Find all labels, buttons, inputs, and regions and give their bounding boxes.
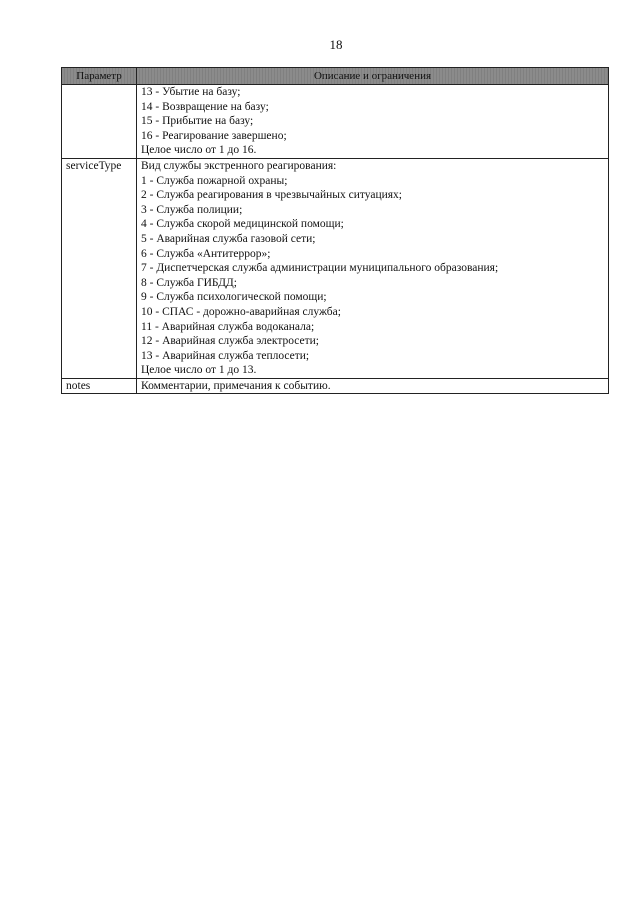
description-line: 2 - Служба реагирования в чрезвычайных ситуациях; <box>141 189 402 202</box>
description-line: 13 - Аварийная служба теплосети; <box>141 349 310 362</box>
description-line: 16 - Реагирование завершено; <box>141 129 287 142</box>
table-row <box>62 158 609 378</box>
description-line: 15 - Прибытие на базу; <box>141 115 254 128</box>
description-line: 8 - Служба ГИБДД; <box>141 276 237 289</box>
description-line: 13 - Убытие на базу; <box>141 86 241 98</box>
description-line: 7 - Диспетчерская служба администрации муниципального образования; <box>141 262 499 275</box>
description-line: Целое число от 1 до 16. <box>141 144 257 157</box>
description-cell <box>137 158 609 378</box>
description-line: 11 - Аварийная служба водоканала; <box>141 320 315 333</box>
description-line: 4 - Служба скорой медицинской помощи; <box>141 218 344 231</box>
param-cell <box>62 85 137 159</box>
description-line: 5 - Аварийная служба газовой сети; <box>141 232 316 245</box>
page-number: 18 <box>329 37 343 52</box>
description-cell <box>137 378 609 394</box>
description-line: 1 - Служба пожарной охраны; <box>141 174 288 187</box>
description-line: Комментарии, примечания к событию. <box>141 379 331 392</box>
description-line: Вид службы экстренного реагирования: <box>141 159 337 172</box>
header-description: Описание и ограничения <box>137 68 609 85</box>
description-line: Целое число от 1 до 13. <box>141 364 257 377</box>
param-cell: serviceType <box>62 158 137 378</box>
param-cell: notes <box>62 378 137 394</box>
description-line: 3 - Служба полиции; <box>141 203 243 216</box>
table-row <box>62 378 609 394</box>
description-line: 10 - СПАС - дорожно-аварийная служба; <box>141 305 341 318</box>
description-line: 9 - Служба психологической помощи; <box>141 291 327 304</box>
header-parameter: Параметр <box>62 68 137 85</box>
description-line: 12 - Аварийная служба электросети; <box>141 335 319 348</box>
parameters-table <box>61 67 609 394</box>
description-cell <box>137 85 609 159</box>
table-header-row <box>62 68 609 85</box>
table-row <box>62 85 609 159</box>
description-line: 6 - Служба «Антитеррор»; <box>141 247 271 260</box>
description-line: 14 - Возвращение на базу; <box>141 100 269 113</box>
